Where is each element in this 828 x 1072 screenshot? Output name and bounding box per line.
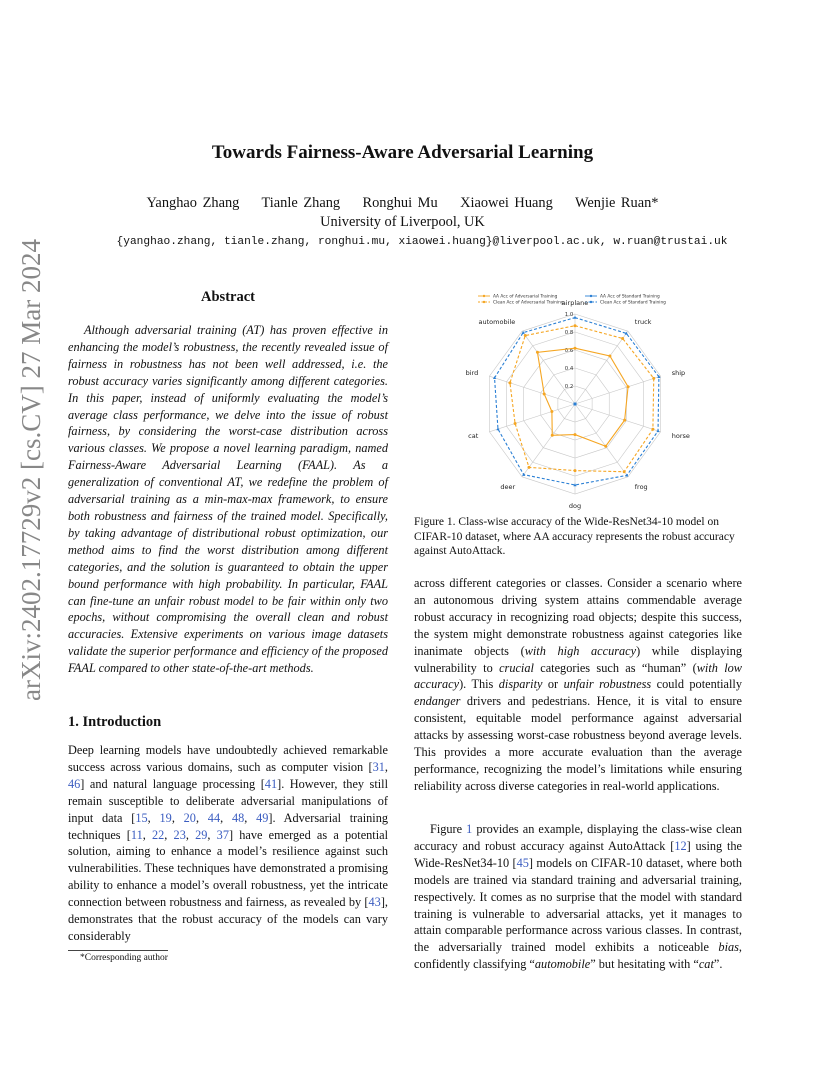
text-run: ] models on CIFAR-10 dataset, where both models are trained via standard training and adversarial training, respectively. It comes as no surprise that the model with standard training is vulnerable to adversarial attacks, yet it manages to attain comparable performance across various classes. In contrast, the adversarially trained model exhibits a noticeable [414, 855, 742, 955]
legend-entry: AA Acc of Adversarial Training [493, 294, 558, 300]
legend-marker [590, 295, 592, 297]
text-run: ] have emerged as a potential solution, aiming to enhance a model’s resilience against such vulnerabilities. These techniques have demonstrated a promising ability to enhance a model’s overall robustness, yet the intricate connection between robustness and fairness, as revealed by [ [68, 827, 389, 910]
radar-data-point [514, 422, 517, 425]
radar-spoke [575, 331, 628, 404]
emphasis: crucial [499, 660, 534, 675]
radar-axis-label: automobile [478, 318, 516, 327]
radar-data-point [536, 351, 539, 354]
text-run: , [220, 810, 232, 825]
radar-axis-label: frog [634, 482, 648, 491]
text-run: ], demonstrates that the robust accuracy of the models can vary considerably [68, 895, 388, 943]
radar-data-point [574, 433, 577, 436]
citation-link[interactable]: 43 [368, 895, 381, 910]
radar-data-point [543, 392, 546, 395]
author-emails[interactable]: {yanghao.zhang, tianle.zhang, ronghui.mu, xiaowei.huang}@liverpool.ac.uk, w.ruan@trustai.uk [116, 236, 728, 248]
text-run: or [542, 677, 564, 692]
text-run: , [142, 827, 152, 842]
text-run: Deep learning models have undoubtedly achieved remarkable success across various domains, such as computer vision [ [68, 743, 388, 774]
citation-link[interactable]: 48 [231, 810, 245, 825]
radar-spoke [575, 376, 661, 404]
radar-spoke [575, 404, 628, 477]
legend-entry: Clean Acc of Adversarial Training [493, 300, 564, 306]
emphasis: disparity [498, 677, 543, 692]
radar-data-point [652, 377, 655, 380]
radar-data-point [651, 428, 654, 431]
text-run: ) while displaying vulnerability to [414, 643, 742, 675]
text-run: , [185, 827, 196, 842]
author-list [0, 195, 805, 212]
citation-link[interactable]: 46 [68, 776, 81, 791]
radar-tick-label: 0.2 [564, 384, 574, 390]
radar-axis-label: horse [671, 431, 690, 440]
radar-data-point [627, 385, 630, 388]
text-run: categories such as “human” ( [533, 660, 697, 675]
arxiv-stamp [2, 239, 56, 703]
radar-axis-label: deer [500, 482, 516, 491]
citation-link[interactable]: 45 [516, 855, 529, 870]
text-run: , [164, 827, 174, 842]
radar-axis-label: truck [634, 318, 652, 327]
citation-link[interactable]: 44 [207, 810, 221, 825]
radar-labels [466, 299, 690, 510]
author-name: Ronghui Mu [362, 195, 438, 211]
text-run: ] and natural language processing [ [80, 776, 265, 791]
author-name: Tianle Zhang [261, 195, 341, 211]
section-heading-introduction: 1. Introduction [68, 714, 162, 730]
radar-data-point [623, 419, 626, 422]
text-run: ] using the Wide-ResNet34-10 [ [414, 838, 742, 870]
text-run: , [384, 759, 388, 774]
text-run: ]. Adversarial training techniques [ [68, 810, 388, 842]
radar-data-point [527, 466, 530, 469]
citation-link[interactable]: 37 [216, 827, 229, 842]
citation-link[interactable]: 41 [264, 776, 278, 791]
paper-title: Towards Fairness-Aware Adversarial Learning [211, 142, 594, 163]
radar-tick-label: 1.0 [564, 312, 574, 318]
radar-data-point [574, 347, 577, 350]
footnote-divider [68, 950, 168, 951]
text-run: ). This [459, 677, 499, 692]
radar-data-point [574, 403, 577, 406]
citation-link[interactable]: 22 [151, 827, 165, 842]
figure-1-radar-chart [465, 287, 690, 511]
citation-link[interactable]: 31 [372, 759, 385, 774]
radar-data-point [604, 445, 607, 448]
abstract-heading: Abstract [201, 289, 255, 305]
radar-axis-label: ship [671, 369, 686, 378]
legend-marker [590, 301, 592, 303]
text-run: could potentially [651, 677, 742, 692]
radar-data-point [574, 469, 577, 472]
body-paragraph [414, 821, 742, 973]
radar-spoke [489, 404, 575, 432]
radar-data-point [573, 316, 576, 319]
citation-link[interactable]: 15 [135, 810, 148, 825]
author-name: Xiaowei Huang [460, 195, 553, 211]
emphasis: with low accuracy [414, 660, 742, 692]
radar-data-point [608, 354, 611, 357]
radar-axis-label: dog [568, 502, 582, 511]
radar-chart-svg [465, 287, 690, 511]
emphasis: endanger [414, 694, 461, 709]
arxiv-id-text: arXiv:2402.17729v2 [cs.CV] 27 Mar 2024 [16, 239, 46, 701]
text-run: , confidently classifying “ [414, 940, 742, 972]
radar-tick-label: 0.4 [564, 366, 574, 372]
abstract-text: Although adversarial training (AT) has proven effective in enhancing the model’s robustness, the recently revealed issue of fairness in robustness has not been well addressed, i.e. the robust accuracy varies significantly among different categories. In this paper, instead of uniformly evaluating the model’s average class performance, we delve into the issue of robust fairness, by considering the worst-case distribution across various classes. We propose a novel learning paradigm, named Fairness-Aware Adversarial Learning (FAAL). As a generalization of conventional AT, we redefine the problem of adversarial training as a min-max-max framework, to ensure both robustness and fairness of the trained model. Specifically, by taking advantage of distributional robust optimization, our method aims to find the worst distribution among different categories, and the solution is guaranteed to obtain the upper bound performance with high probability. In particular, FAAL can fine-tune an unfair robust model to be fair within only two epochs, without compromising the overall clean and robust accuracies. Extensive experiments on various image datasets validate the superior performance and efficiency of the proposed FAAL compared to other state-of-the-art methods. [68, 323, 388, 676]
figure-caption: Figure 1. Class-wise accuracy of the Wide-ResNet34-10 model on CIFAR-10 dataset, where AA accuracy represents the robust accuracy against AutoAttack. [414, 516, 735, 558]
radar-data-point [550, 410, 553, 413]
radar-tick-label: 0.8 [564, 330, 574, 336]
citation-link[interactable]: 23 [173, 827, 186, 842]
text-run: Figure [430, 822, 467, 836]
radar-spoke [489, 376, 575, 404]
radar-axis-label: cat [468, 431, 479, 440]
citation-link[interactable]: 11 [130, 827, 143, 842]
introduction-paragraph [68, 742, 388, 945]
radar-spoke [575, 404, 661, 432]
legend-marker [483, 295, 485, 297]
radar-axis-label: airplane [561, 298, 589, 307]
author-name: Wenjie Ruan* [574, 195, 659, 211]
text-run: ]. However, they still remain susceptible to deliberate adversarial manipulations of input data [ [68, 776, 388, 825]
radar-data-point [574, 324, 577, 327]
citation-link[interactable]: 12 [674, 838, 687, 853]
author-name: Yanghao Zhang [146, 195, 240, 211]
text-run: , [171, 810, 184, 825]
text-run: , [244, 810, 257, 825]
text-run: across different categories or classes. Consider a scenario where an autonomous driving system attains commendable average robust accuracy in recognizing road objects; despite this success, the system might demonstrate robustness against categories like inanimate objects ( [414, 576, 742, 658]
radar-data-point [621, 337, 624, 340]
emphasis: unfair robustness [563, 677, 652, 692]
citation-link[interactable]: 20 [183, 810, 196, 825]
radar-axis-label: bird [465, 369, 479, 378]
radar-data-point [508, 381, 511, 384]
text-run: ”. [713, 957, 723, 972]
text-run: , [207, 827, 217, 842]
radar-tick-label: 0.6 [564, 348, 574, 354]
text-run: drivers and pedestrians. Hence, it is vital to ensure consistent, equitable model performance against adversarial attacks by assessing worst-case robustness beyond average levels. This provides a more accurate evaluation than the average performance, recognizing the model’s limitations while ensuring reliability across diverse categories in real-world applications. [414, 694, 742, 793]
text-run: , [147, 810, 160, 825]
radar-data-point [524, 334, 527, 337]
emphasis: automobile [534, 957, 591, 972]
emphasis: with high accuracy [524, 643, 637, 658]
affiliation: University of Liverpool, UK [320, 214, 485, 230]
text-run: ” but hesitating with “ [590, 957, 699, 972]
text-run: , [195, 810, 208, 825]
emphasis: bias [718, 940, 739, 955]
citation-link[interactable]: 19 [159, 810, 172, 825]
emphasis: cat [698, 957, 714, 972]
radar-data-point [551, 434, 554, 437]
legend-entry: Clean Acc of Standard Training [600, 300, 666, 306]
figure-link[interactable]: 1 [466, 822, 473, 836]
radar-spoke [522, 404, 575, 477]
citation-link[interactable]: 29 [195, 827, 208, 842]
body-paragraph [414, 575, 742, 795]
legend-marker [483, 301, 485, 303]
legend-entry: AA Acc of Standard Training [600, 294, 660, 300]
citation-link[interactable]: 49 [256, 810, 269, 825]
text-run: provides an example, displaying the class-wise clean accuracy and robust accuracy against AutoAttack [ [414, 822, 743, 853]
footnote: *Corresponding author [80, 953, 168, 963]
radar-series-line [537, 348, 628, 446]
radar-data-point [623, 470, 626, 473]
